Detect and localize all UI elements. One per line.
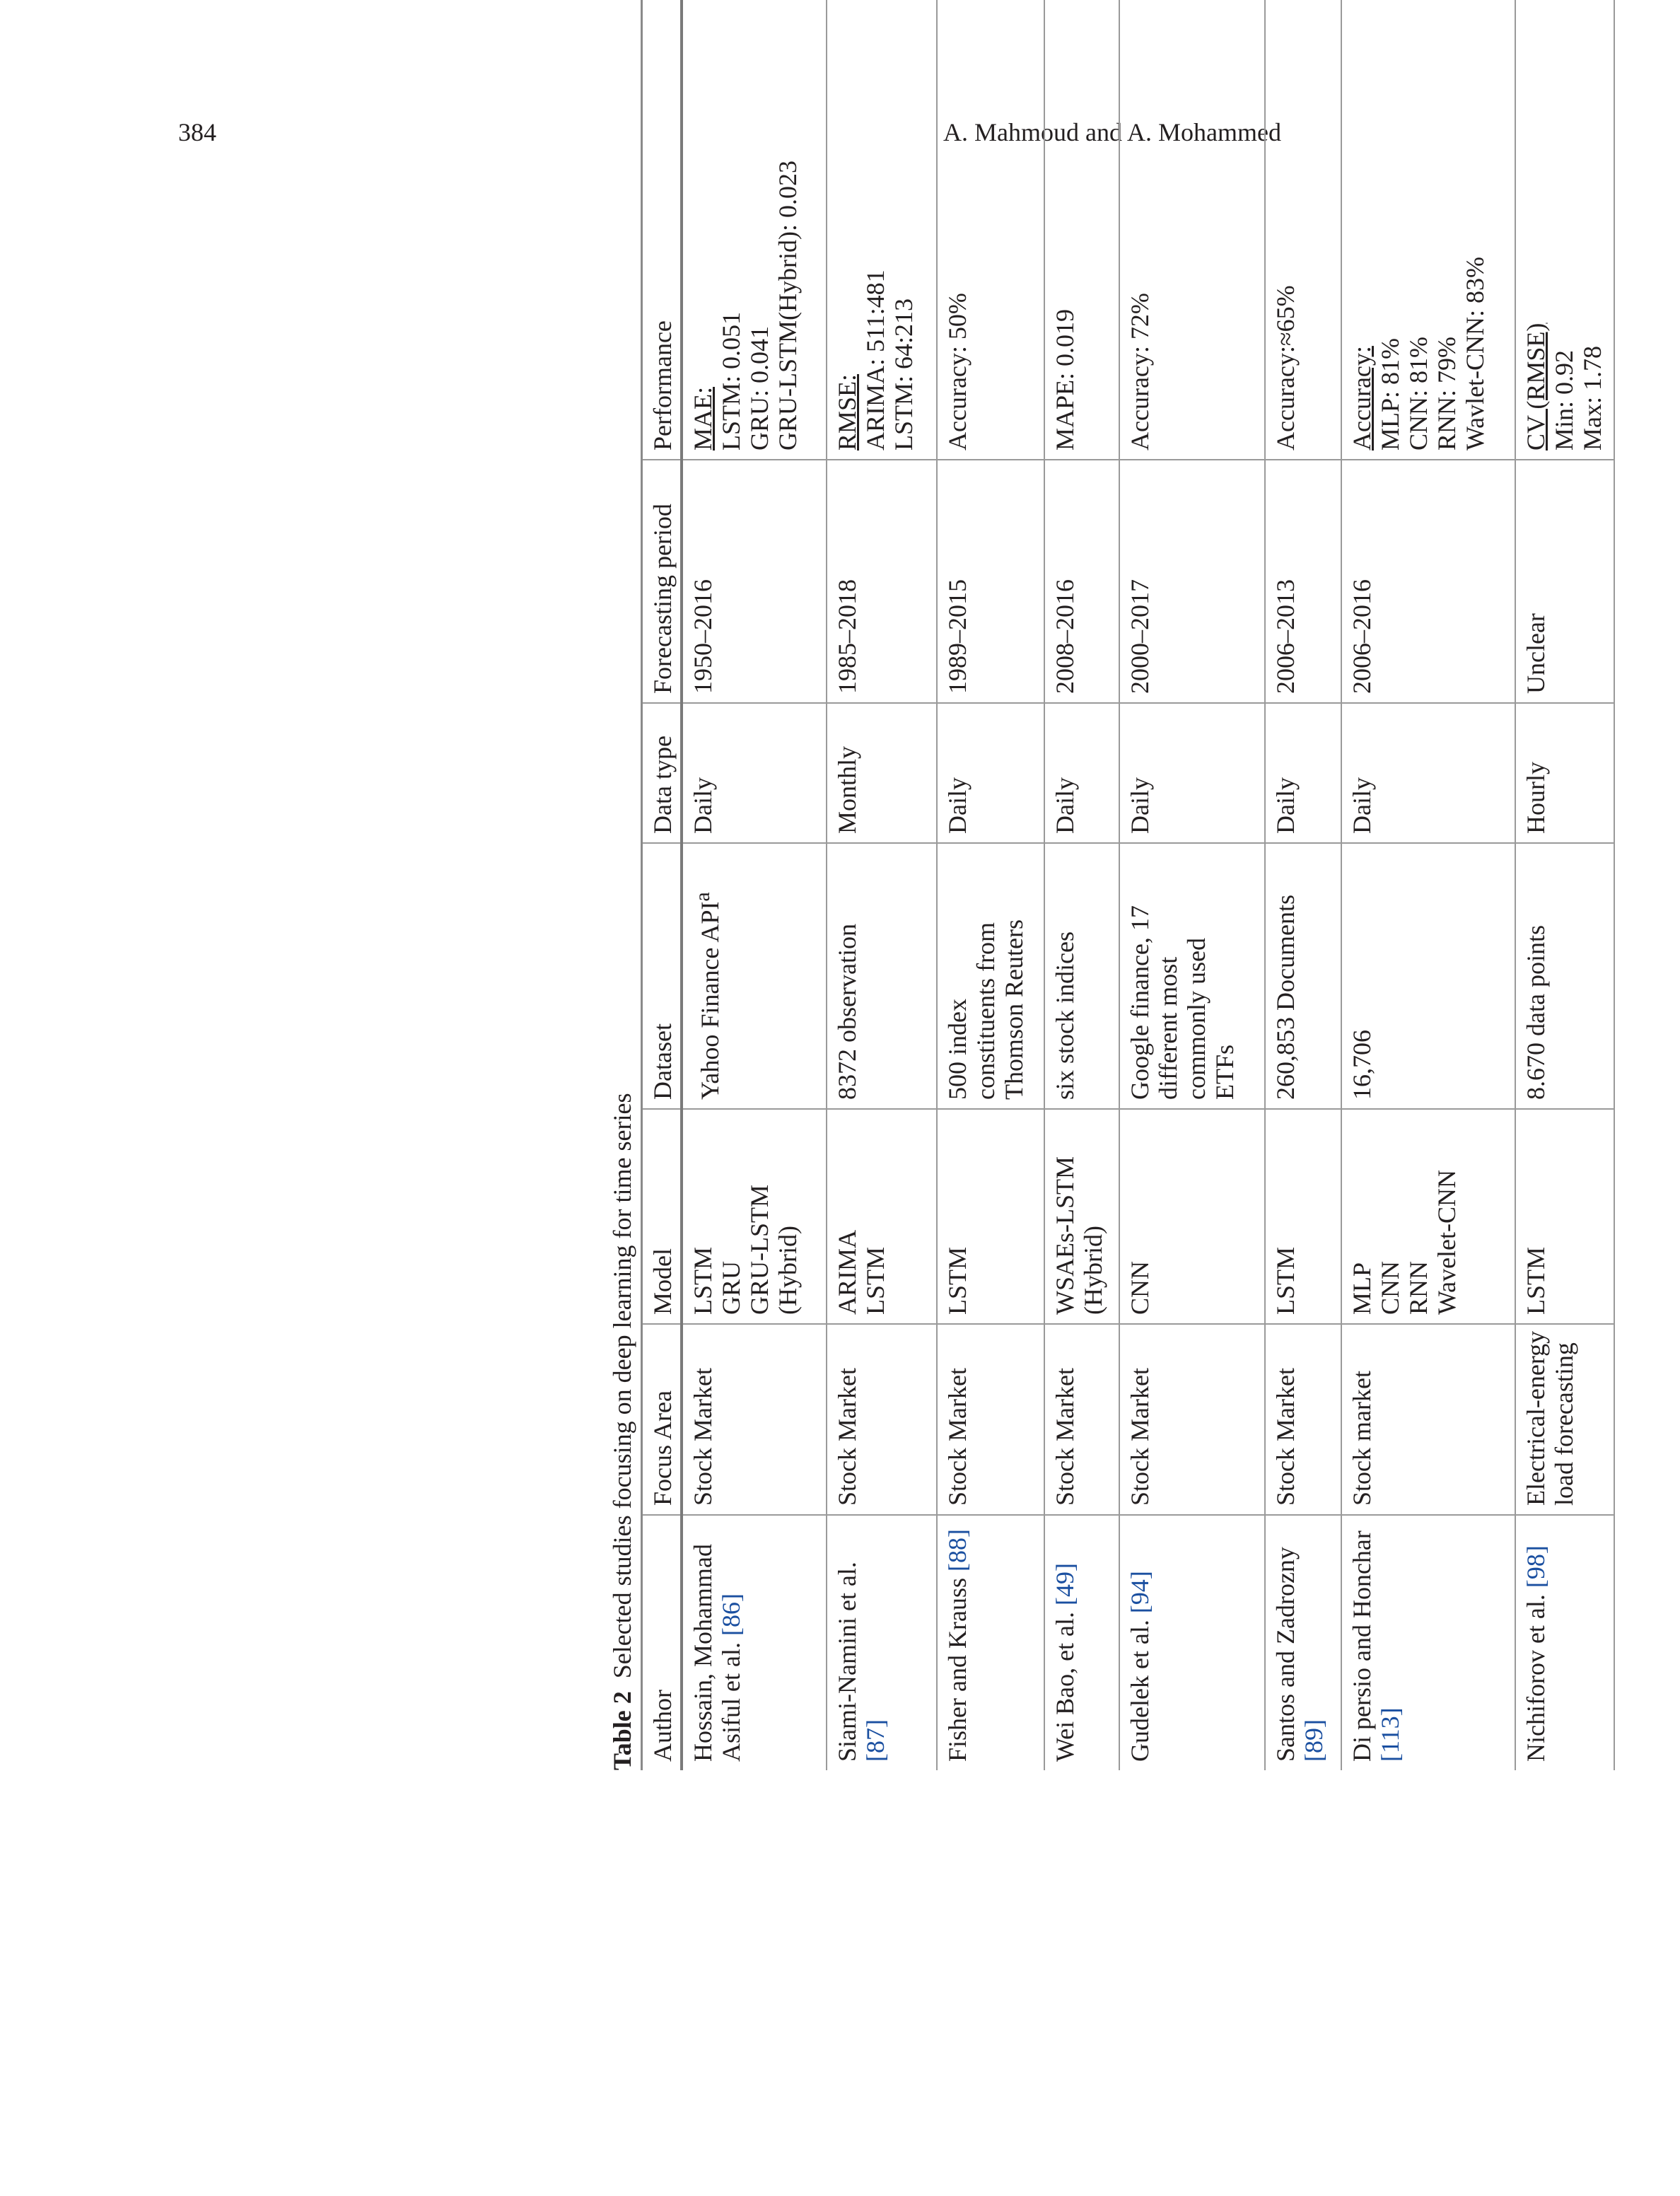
citation-link[interactable]: [86]	[717, 1593, 745, 1637]
focus-line: Stock market	[1348, 1371, 1376, 1506]
dataset-line	[972, 851, 1000, 1100]
table-header-row	[641, 0, 683, 1770]
model-line: (Hybrid)	[1079, 1226, 1107, 1315]
cell-author	[683, 1514, 826, 1770]
dataset-text: 260,853 Documents	[1271, 895, 1300, 1100]
cell-model	[1045, 1108, 1119, 1323]
performance-label: Accuracy:	[1348, 346, 1376, 451]
cell-forecasting-period	[827, 459, 936, 702]
author-line	[1522, 1523, 1550, 1762]
table-row	[1342, 0, 1516, 1770]
cell-data-type	[683, 702, 826, 842]
dataset-text: 16,706	[1348, 1030, 1376, 1100]
performance-line: Max: 1.78	[1578, 346, 1606, 451]
cell-forecasting-period	[1516, 459, 1614, 702]
model-line: GRU	[717, 1260, 745, 1315]
focus-line: Stock Market	[943, 1368, 972, 1506]
cell-performance	[1266, 0, 1341, 459]
model-line: (Hybrid)	[774, 1226, 802, 1315]
author-line	[1051, 1523, 1079, 1762]
cell-author	[1266, 1514, 1341, 1770]
cell-performance	[1045, 0, 1119, 459]
performance-line: GRU: 0.041	[745, 325, 774, 451]
data-type-value: Daily	[689, 777, 717, 834]
cell-performance	[827, 0, 936, 459]
cell-model	[827, 1108, 936, 1323]
dataset-line	[1182, 851, 1211, 1100]
cell-data-type	[1266, 702, 1341, 842]
performance-line: MLP: 81%	[1376, 337, 1404, 451]
period-value: 2006–2013	[1271, 579, 1300, 694]
table-body	[683, 0, 1615, 1770]
author-text: Fisher and Krauss	[943, 1572, 972, 1762]
performance-line: GRU-LSTM(Hybrid): 0.023	[774, 161, 802, 451]
author-text: Wei Bao, et al.	[1051, 1605, 1079, 1762]
studies-table	[641, 0, 1615, 1770]
performance-line: MAPE: 0.019	[1051, 308, 1079, 451]
citation-link[interactable]: [98]	[1522, 1545, 1550, 1588]
cell-model	[938, 1108, 1044, 1323]
dataset-text: six stock indices	[1051, 931, 1079, 1100]
dataset-line	[689, 851, 724, 1100]
cell-author	[1342, 1514, 1515, 1770]
cell-data-type	[1342, 702, 1515, 842]
focus-line: Stock Market	[689, 1368, 717, 1506]
performance-label: CV (RMSE)	[1522, 323, 1550, 451]
table-row	[938, 0, 1045, 1770]
model-line: CNN	[1126, 1260, 1154, 1315]
table-row	[1120, 0, 1266, 1770]
cell-dataset	[1266, 842, 1341, 1108]
citation-link[interactable]: [49]	[1051, 1562, 1079, 1605]
focus-line: Stock Market	[1126, 1368, 1154, 1506]
dataset-text: Google finance, 17	[1126, 905, 1154, 1100]
period-value: 2006–2016	[1348, 579, 1376, 694]
performance-label: MAE:	[689, 387, 717, 451]
table-caption-text: Selected studies focusing on deep learning for time series	[608, 1093, 636, 1679]
period-value: 2008–2016	[1051, 579, 1079, 694]
cell-model	[683, 1108, 826, 1323]
table-label: Table 2	[608, 1691, 636, 1770]
model-line: GRU-LSTM	[745, 1184, 774, 1315]
dataset-text: constituents from	[972, 922, 1000, 1100]
cell-dataset	[1045, 842, 1119, 1108]
model-line: ARIMA	[833, 1229, 861, 1315]
dataset-text: 8.670 data points	[1522, 925, 1550, 1100]
author-line	[717, 1523, 745, 1762]
cell-forecasting-period	[1045, 459, 1119, 702]
cell-author	[1045, 1514, 1119, 1770]
cell-model	[1342, 1108, 1515, 1323]
performance-line: CNN: 81%	[1404, 337, 1433, 451]
model-line: LSTM	[1271, 1246, 1300, 1315]
performance-label: RMSE:	[833, 373, 861, 451]
data-type-value: Hourly	[1522, 762, 1550, 834]
cell-focus-area	[683, 1323, 826, 1514]
column-header-dataset: Dataset	[643, 842, 680, 1108]
model-line: LSTM	[689, 1246, 717, 1315]
performance-line: Accuracy:≈65%	[1271, 285, 1300, 451]
author-line: Hossain, Mohammad	[689, 1544, 717, 1762]
model-line: Wavelet-CNN	[1433, 1169, 1461, 1315]
cell-dataset	[683, 842, 826, 1108]
cell-performance	[1120, 0, 1264, 459]
author-text: Asiful et al.	[717, 1636, 745, 1762]
cell-focus-area	[938, 1323, 1044, 1514]
period-value: 2000–2017	[1126, 579, 1154, 694]
cell-dataset	[1120, 842, 1264, 1108]
dataset-line	[1211, 851, 1239, 1100]
cell-data-type	[938, 702, 1044, 842]
table-row	[1266, 0, 1342, 1770]
focus-line: Stock Market	[833, 1368, 861, 1506]
period-value: 1989–2015	[943, 579, 972, 694]
model-line: LSTM	[1522, 1246, 1550, 1315]
cell-focus-area	[1342, 1323, 1515, 1514]
dataset-line	[833, 851, 861, 1100]
cell-data-type	[827, 702, 936, 842]
model-line: CNN	[1376, 1260, 1404, 1315]
column-header-performance: Performance	[648, 320, 677, 451]
page-number: 384	[178, 118, 216, 146]
cell-focus-area	[1266, 1323, 1341, 1514]
column-header-author: Author	[643, 1514, 680, 1770]
cell-dataset	[938, 842, 1044, 1108]
dataset-text: commonly used	[1182, 938, 1211, 1100]
focus-line: load forecasting	[1550, 1342, 1578, 1506]
cell-performance	[1342, 0, 1515, 459]
running-authors: A. Mahmoud and A. Mohammed	[943, 118, 1281, 146]
dataset-text: different most	[1154, 956, 1182, 1100]
column-header-data-type: Data type	[643, 702, 680, 842]
dataset-text: 500 index	[943, 999, 972, 1100]
author-line	[1126, 1523, 1154, 1762]
table-row	[1045, 0, 1120, 1770]
data-type-value: Daily	[1271, 777, 1300, 834]
dataset-line	[1348, 851, 1376, 1100]
cell-forecasting-period	[938, 459, 1044, 702]
cell-author	[827, 1514, 936, 1770]
performance-line: Min: 0.92	[1550, 349, 1578, 451]
dataset-line	[1126, 851, 1154, 1100]
model-line: LSTM	[943, 1246, 972, 1315]
column-header-focus-area: Focus Area	[643, 1323, 680, 1514]
cell-focus-area	[1120, 1323, 1264, 1514]
data-type-value: Monthly	[833, 745, 861, 834]
table-row	[1516, 0, 1615, 1770]
table-caption	[605, 1093, 639, 1770]
performance-line: LSTM: 0.051	[717, 311, 745, 451]
period-value: 1985–2018	[833, 579, 861, 694]
dataset-footnote-marker: a	[691, 892, 714, 902]
cell-focus-area	[827, 1323, 936, 1514]
dataset-text: ETFs	[1211, 1044, 1239, 1100]
author-text: Nichiforov et al.	[1522, 1588, 1550, 1762]
table-row	[827, 0, 938, 1770]
period-value: 1950–2016	[689, 579, 717, 694]
author-text: Gudelek et al.	[1126, 1613, 1154, 1762]
column-header-forecasting-period: Forecasting period	[643, 459, 680, 702]
data-type-value: Daily	[943, 777, 972, 834]
data-type-value: Daily	[1348, 777, 1376, 834]
data-type-value: Daily	[1051, 777, 1079, 834]
citation-link[interactable]: [89]	[1300, 1719, 1328, 1762]
cell-focus-area	[1045, 1323, 1119, 1514]
cell-dataset	[1516, 842, 1614, 1108]
cell-performance	[938, 0, 1044, 459]
citation-link[interactable]: [94]	[1126, 1571, 1154, 1614]
dataset-text: 8372 observation	[833, 924, 861, 1100]
data-type-value: Daily	[1126, 777, 1154, 834]
cell-performance	[683, 0, 826, 459]
performance-line: ARIMA: 511:481	[861, 269, 889, 451]
performance-line: Accuracy: 72%	[1126, 293, 1154, 451]
table-row	[683, 0, 827, 1770]
performance-line: LSTM: 64:213	[889, 298, 918, 451]
rotated-table-frame	[605, 0, 1680, 1770]
dataset-line	[1154, 851, 1182, 1100]
focus-line: Stock Market	[1051, 1368, 1079, 1506]
model-line: LSTM	[861, 1246, 889, 1315]
author-line: Di persio and Honchar	[1348, 1530, 1376, 1762]
performance-line: RNN: 79%	[1433, 337, 1461, 451]
cell-forecasting-period	[1266, 459, 1341, 702]
model-line: MLP	[1348, 1262, 1376, 1315]
cell-focus-area	[1516, 1323, 1614, 1514]
cell-author	[1516, 1514, 1614, 1770]
dataset-line	[1271, 851, 1300, 1100]
cell-model	[1516, 1108, 1614, 1323]
column-header-model: Model	[643, 1108, 680, 1323]
performance-line: Accuracy: 50%	[943, 293, 972, 451]
cell-author	[938, 1514, 1044, 1770]
dataset-text: Thomson Reuters	[1000, 919, 1028, 1100]
dataset-line	[1522, 851, 1550, 1100]
cell-data-type	[1045, 702, 1119, 842]
cell-dataset	[1342, 842, 1515, 1108]
focus-line: Electrical-energy	[1522, 1330, 1550, 1506]
model-line: RNN	[1404, 1260, 1433, 1315]
cell-data-type	[1120, 702, 1264, 842]
dataset-text: Yahoo Finance API	[696, 901, 724, 1100]
dataset-line	[943, 851, 972, 1100]
citation-link[interactable]: [88]	[943, 1529, 972, 1572]
cell-forecasting-period	[1342, 459, 1515, 702]
cell-dataset	[827, 842, 936, 1108]
cell-data-type	[1516, 702, 1614, 842]
cell-author	[1120, 1514, 1264, 1770]
citation-link[interactable]: [87]	[861, 1719, 889, 1762]
focus-line: Stock Market	[1271, 1368, 1300, 1506]
cell-forecasting-period	[683, 459, 826, 702]
cell-performance	[1516, 0, 1614, 459]
author-line	[943, 1523, 972, 1762]
author-line: Santos and Zadrozny	[1271, 1547, 1300, 1762]
cell-forecasting-period	[1120, 459, 1264, 702]
dataset-line	[1000, 851, 1028, 1100]
cell-model	[1266, 1108, 1341, 1323]
period-value: Unclear	[1522, 613, 1550, 694]
citation-link[interactable]: [113]	[1376, 1707, 1404, 1762]
performance-line: Wavlet-CNN: 83%	[1461, 256, 1489, 451]
cell-model	[1120, 1108, 1264, 1323]
author-line: Siami-Namini et al.	[833, 1562, 861, 1762]
model-line: WSAEs-LSTM	[1051, 1156, 1079, 1315]
dataset-line	[1051, 851, 1079, 1100]
